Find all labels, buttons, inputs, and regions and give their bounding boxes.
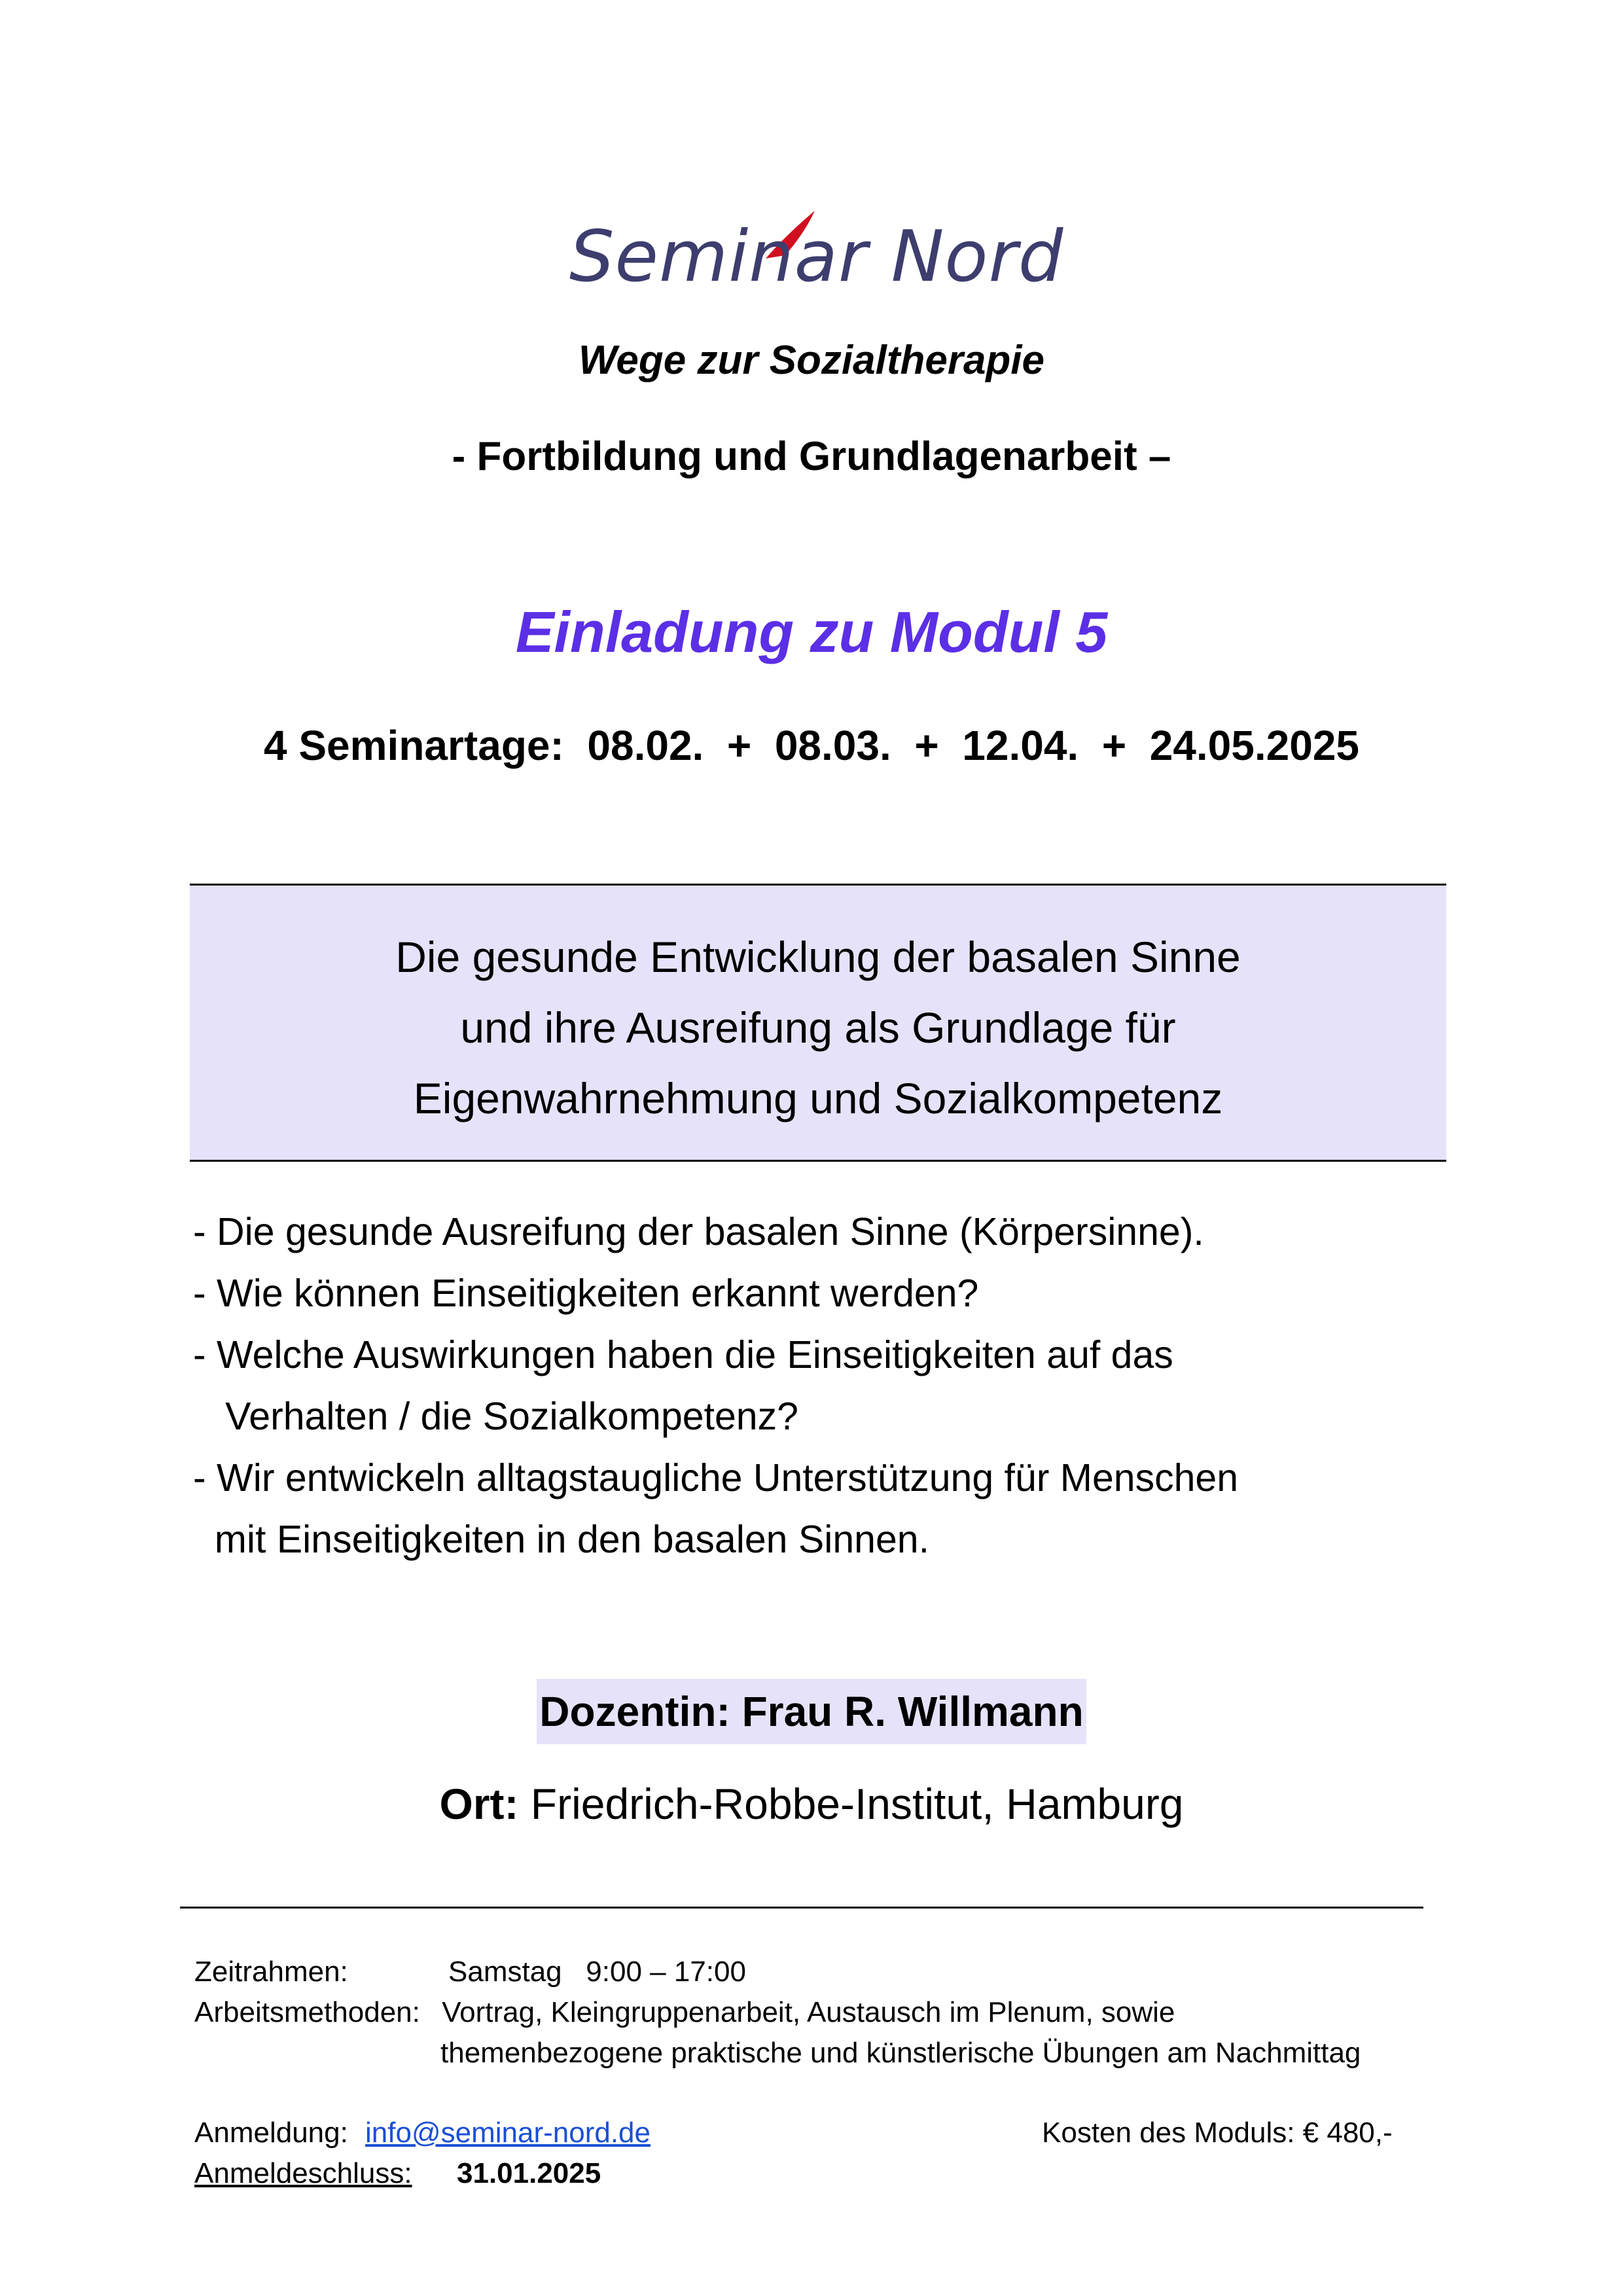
lecturer-row <box>0 1679 1623 1744</box>
time-label: Zeitrahmen: <box>194 1956 348 1988</box>
module-cost: Kosten des Moduls: € 480,- <box>1042 2117 1393 2149</box>
seminar-dates: 4 Seminartage: 08.02. + 08.03. + 12.04. + 24.05.2025 <box>263 722 1360 769</box>
registration-label: Anmeldung: <box>194 2117 348 2149</box>
logo-text: Seminar Nord <box>569 216 1064 298</box>
location-value: Friedrich-Robbe-Institut, Hamburg <box>518 1780 1184 1828</box>
methods-label: Arbeitsmethoden: <box>194 1996 420 2028</box>
list-item: Verhalten / die Sozialkompetenz? <box>193 1395 798 1438</box>
list-item: - Wir entwickeln alltagstaugliche Unterstützung für Menschen <box>193 1456 1239 1499</box>
topic-line: und ihre Ausreifung als Grundlage für <box>460 1003 1176 1052</box>
logo <box>569 196 1067 308</box>
methods-value-cont: themenbezogene praktische und künstlerische Übungen am Nachmittag <box>440 2037 1361 2069</box>
subtitle-secondary: - Fortbildung und Grundlagenarbeit – <box>452 434 1171 479</box>
registration-email-link[interactable]: info@seminar-nord.de <box>365 2117 651 2149</box>
list-item: - Wie können Einseitigkeiten erkannt werden? <box>193 1272 979 1315</box>
methods-value: Vortrag, Kleingruppenarbeit, Austausch im Plenum, sowie <box>434 1996 1175 2028</box>
topic-line: Die gesunde Entwicklung der basalen Sinne <box>395 933 1241 981</box>
topic-box <box>190 884 1446 1162</box>
invitation-title: Einladung zu Modul 5 <box>515 600 1108 664</box>
divider <box>180 1907 1423 1909</box>
list-item: mit Einseitigkeiten in den basalen Sinnen. <box>193 1518 929 1561</box>
subtitle: Wege zur Sozialtherapie <box>578 338 1045 383</box>
list-item: - Die gesunde Ausreifung der basalen Sinne (Körpersinne). <box>193 1210 1204 1253</box>
location <box>0 1779 1623 1829</box>
lecturer: Dozentin: Frau R. Willmann <box>537 1679 1086 1744</box>
time-value: Samstag 9:00 – 17:00 <box>448 1956 746 1988</box>
deadline-label: Anmeldeschluss: <box>194 2157 412 2189</box>
content-list <box>193 1201 1469 1570</box>
deadline-value: 31.01.2025 <box>457 2157 601 2189</box>
location-label: Ort: <box>439 1780 519 1828</box>
topic-line: Eigenwahrnehmung und Sozialkompetenz <box>413 1074 1223 1122</box>
list-item: - Welche Auswirkungen haben die Einseitigkeiten auf das <box>193 1333 1173 1376</box>
